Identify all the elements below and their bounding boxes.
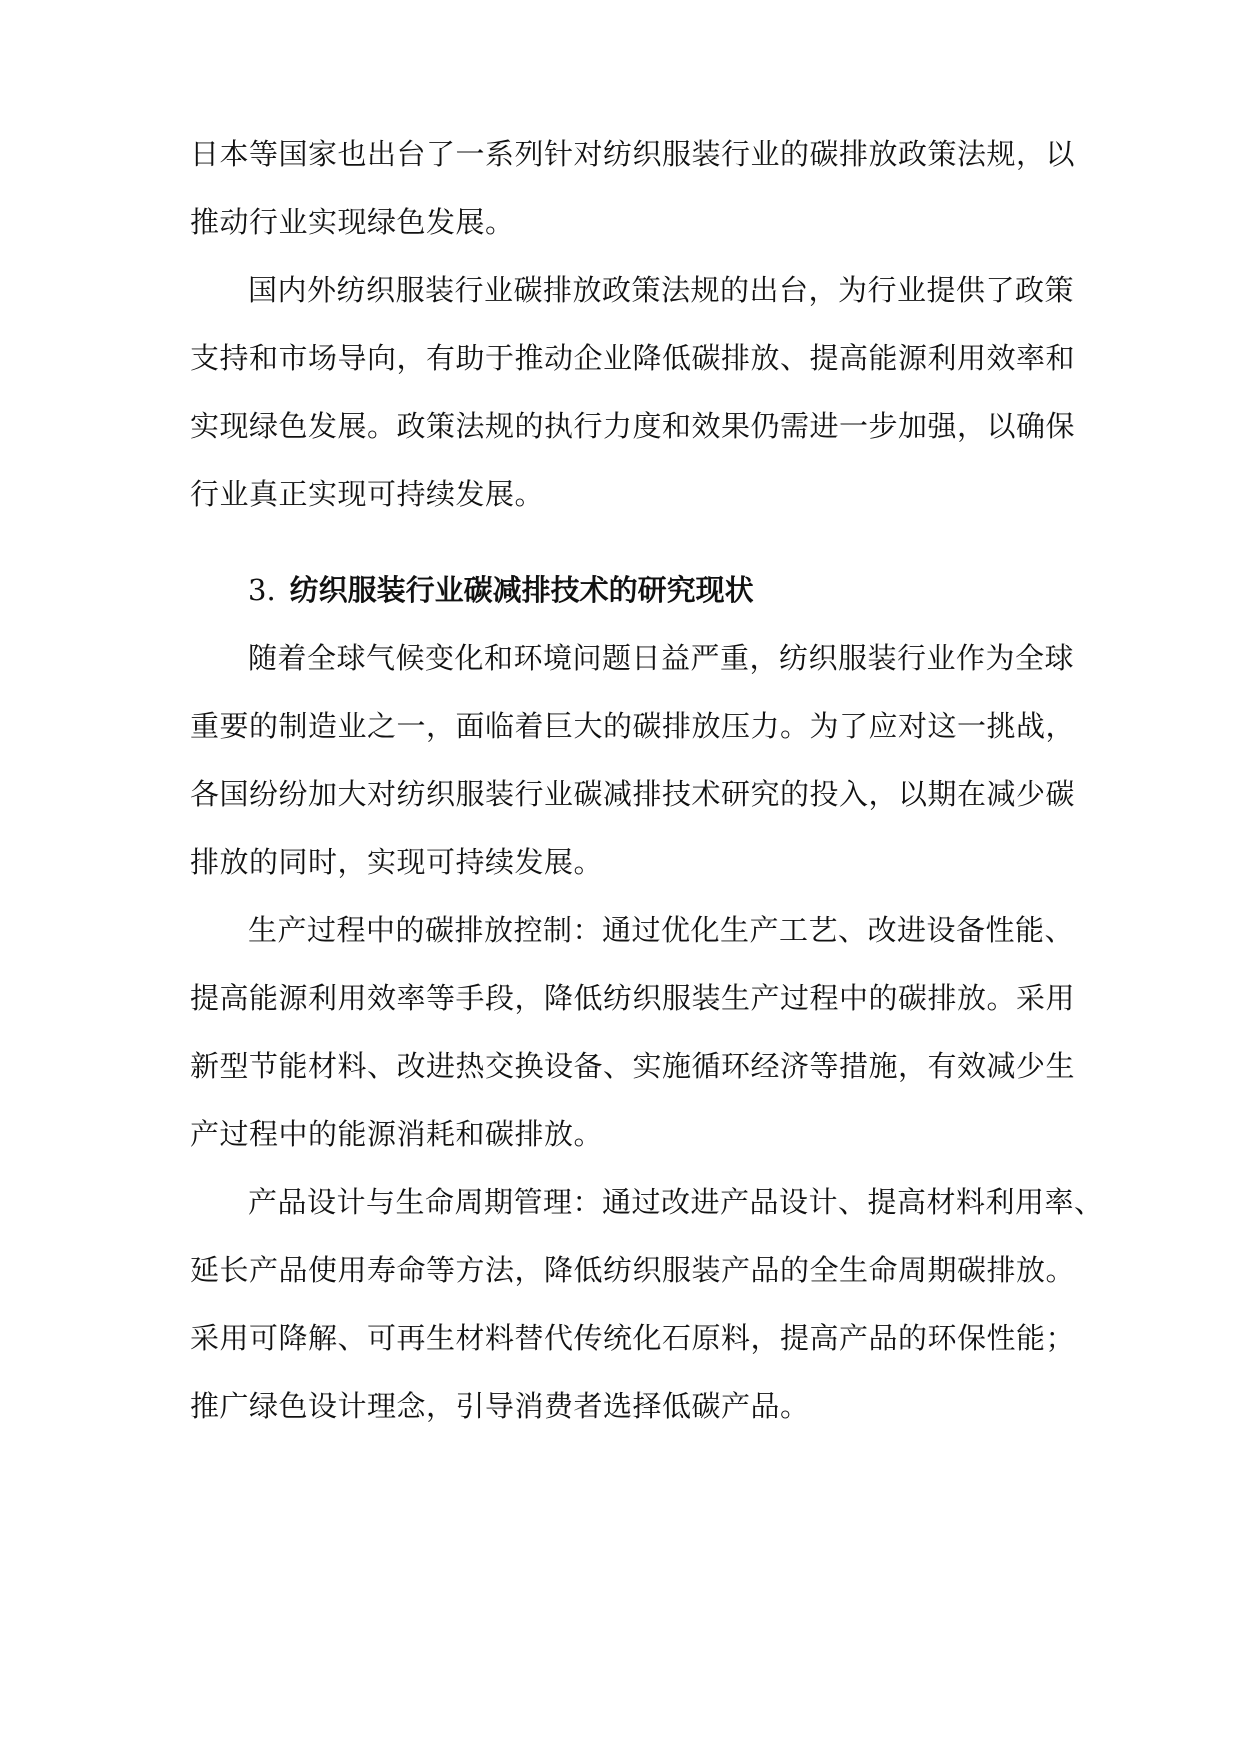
- section-number: 3.: [248, 573, 276, 607]
- paragraph-line: 重要的制造业之一，面临着巨大的碳排放压力。为了应对这一挑战，: [190, 709, 1076, 743]
- paragraph-line: 实现绿色发展。政策法规的执行力度和效果仍需进一步加强，以确保: [190, 409, 1076, 443]
- paragraph-line: 新型节能材料、改进热交换设备、实施循环经济等措施，有效减少生: [190, 1049, 1076, 1083]
- paragraph-line: 生产过程中的碳排放控制：通过优化生产工艺、改进设备性能、: [248, 913, 1075, 947]
- paragraph-line: 随着全球气候变化和环境问题日益严重，纺织服装行业作为全球: [248, 641, 1075, 675]
- paragraph-line: 排放的同时，实现可持续发展。: [190, 845, 604, 879]
- paragraph-line: 国内外纺织服装行业碳排放政策法规的出台，为行业提供了政策: [248, 273, 1075, 307]
- paragraph-line: 采用可降解、可再生材料替代传统化石原料，提高产品的环保性能；: [190, 1321, 1076, 1355]
- paragraph-line: 产过程中的能源消耗和碳排放。: [190, 1117, 604, 1151]
- section-heading: [248, 570, 754, 610]
- paragraph-line: 提高能源利用效率等手段，降低纺织服装生产过程中的碳排放。采用: [190, 981, 1076, 1015]
- paragraph-line: 产品设计与生命周期管理：通过改进产品设计、提高材料利用率、: [248, 1185, 1104, 1219]
- paragraph-line: 推广绿色设计理念，引导消费者选择低碳产品。: [190, 1389, 810, 1423]
- paragraph-line: 各国纷纷加大对纺织服装行业碳减排技术研究的投入，以期在减少碳: [190, 777, 1076, 811]
- paragraph-line: 推动行业实现绿色发展。: [190, 205, 515, 239]
- paragraph-line: 延长产品使用寿命等方法，降低纺织服装产品的全生命周期碳排放。: [190, 1253, 1076, 1287]
- paragraph-line: 日本等国家也出台了一系列针对纺织服装行业的碳排放政策法规，以: [190, 137, 1076, 171]
- paragraph-line: 行业真正实现可持续发展。: [190, 477, 545, 511]
- section-title: 纺织服装行业碳减排技术的研究现状: [289, 573, 754, 607]
- paragraph-line: 支持和市场导向，有助于推动企业降低碳排放、提高能源利用效率和: [190, 341, 1076, 375]
